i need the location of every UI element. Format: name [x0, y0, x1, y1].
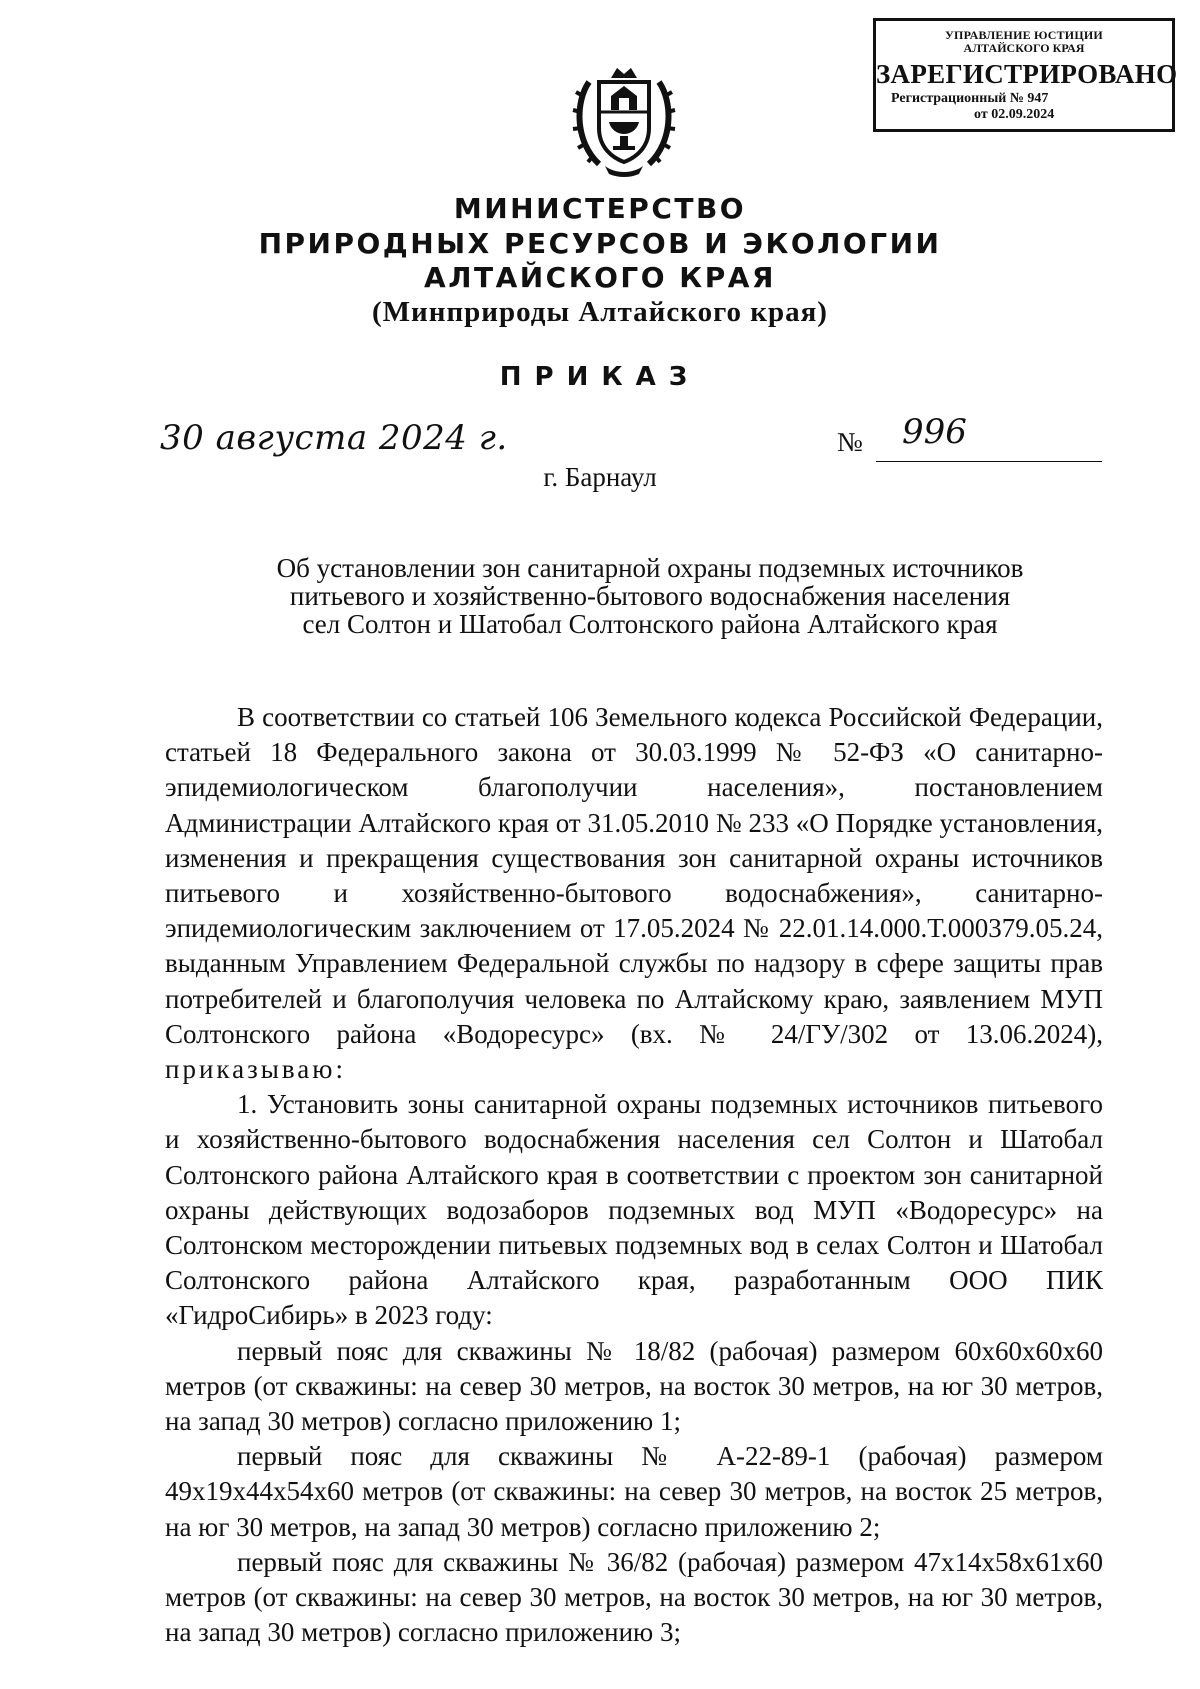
stamp-line-1: УПРАВЛЕНИЕ ЮСТИЦИИ	[945, 28, 1103, 42]
subject-line-3: сел Солтон и Шатобал Солтонского района Алтайского края	[302, 609, 998, 639]
number-label: №	[837, 427, 863, 457]
preamble-paragraph	[165, 700, 1103, 1087]
subject-line-2: питьевого и хозяйственно-бытового водоснабжения населения	[289, 581, 1011, 611]
belt-well-18-82: первый пояс для скважины № 18/82 (рабочая) размером 60х60х60х60 метров (от скважины: на север 30 метров, на восток 30 метров, на юг 30 метров, на запад 30 метров) согласно приложению 1;	[165, 1335, 1103, 1437]
handwritten-date: 30 августа 2024 г.	[160, 418, 508, 458]
ministry-title-line-2: ПРИРОДНЫХ РЕСУРСОВ И ЭКОЛОГИИ	[258, 227, 942, 260]
order-word: приказываю:	[165, 1054, 346, 1085]
ministry-short-name: (Минприроды Алтайского края)	[372, 296, 828, 328]
clause-1-paragraph: 1. Установить зоны санитарной охраны подземных источников питьевого и хозяйственно-бытового водоснабжения населения сел Солтон и Шатобал Солтонского района Алтайского края в соответствии с проектом зон санитарной охраны действующих водозаборов подземных вод МУП «Водоресурс» на Солтонском месторождении питьевых подземных вод в селах Солтон и Шатобал Солтонского района Алтайского края, разработанным ООО ПИК «ГидроСибирь» в 2023 году:	[165, 1089, 1103, 1331]
city-label: г. Барнаул	[543, 462, 657, 492]
stamp-reg-date: от 02.09.2024	[974, 107, 1055, 122]
preamble-text: В соответствии со статьей 106 Земельного кодекса Российской Федерации, статьей 18 Федерального закона от 30.03.1999 № 52-ФЗ «О санитарно-эпидемиологическом благополучии населения», постановлением Администрации Алтайского края от 31.05.2010 № 233 «О Порядке установления, изменения и прекращения существования зон санитарной охраны источников питьевого и хозяйственно-бытового водоснабжения», санитарно-эпидемиологическим заключением от 17.05.2024 № 22.01.14.000.Т.000379.05.24, выданным Управлением Федеральной службы по надзору в сфере защиты прав потребителей и благополучия человека по Алтайскому краю, заявлением МУП Солтонского района «Водоресурс» (вх. № 24/ГУ/302 от 13.06.2024),	[165, 702, 1103, 1049]
document-subject	[240, 554, 1060, 638]
city	[0, 461, 1200, 493]
belt-well-36-82: первый пояс для скважины № 36/82 (рабочая) размером 47х14х58х61х60 метров (от скважины: на север 30 метров, на восток 30 метров, на юг 30 метров, на запад 30 метров) согласно приложению 3;	[165, 1546, 1103, 1648]
stamp-line-2: АЛТАЙСКОГО КРАЯ	[963, 41, 1085, 55]
belt-well-a-22-89-1: первый пояс для скважины № А-22-89-1 (рабочая) размером 49х19х44х54х60 метров (от скважины: на север 30 метров, на восток 25 метров, на юг 30 метров, на запад 30 метров) согласно приложению 2;	[165, 1441, 1103, 1542]
document-type: ПРИКАЗ	[499, 362, 701, 392]
coat-of-arms-icon	[569, 62, 679, 182]
stamp-reg-number: Регистрационный № 947	[891, 91, 1049, 106]
document-body	[165, 700, 1103, 1650]
ministry-title-line-3: АЛТАЙСКОГО КРАЯ	[424, 261, 776, 294]
ministry-title-line-1: МИНИСТЕРСТВО	[453, 192, 747, 225]
registration-stamp	[873, 18, 1178, 132]
handwritten-number: 996	[902, 412, 967, 452]
subject-line-1: Об установлении зон санитарной охраны подземных источников	[276, 553, 1024, 583]
stamp-status: ЗАРЕГИСТРИРОВАНО	[876, 59, 1178, 89]
